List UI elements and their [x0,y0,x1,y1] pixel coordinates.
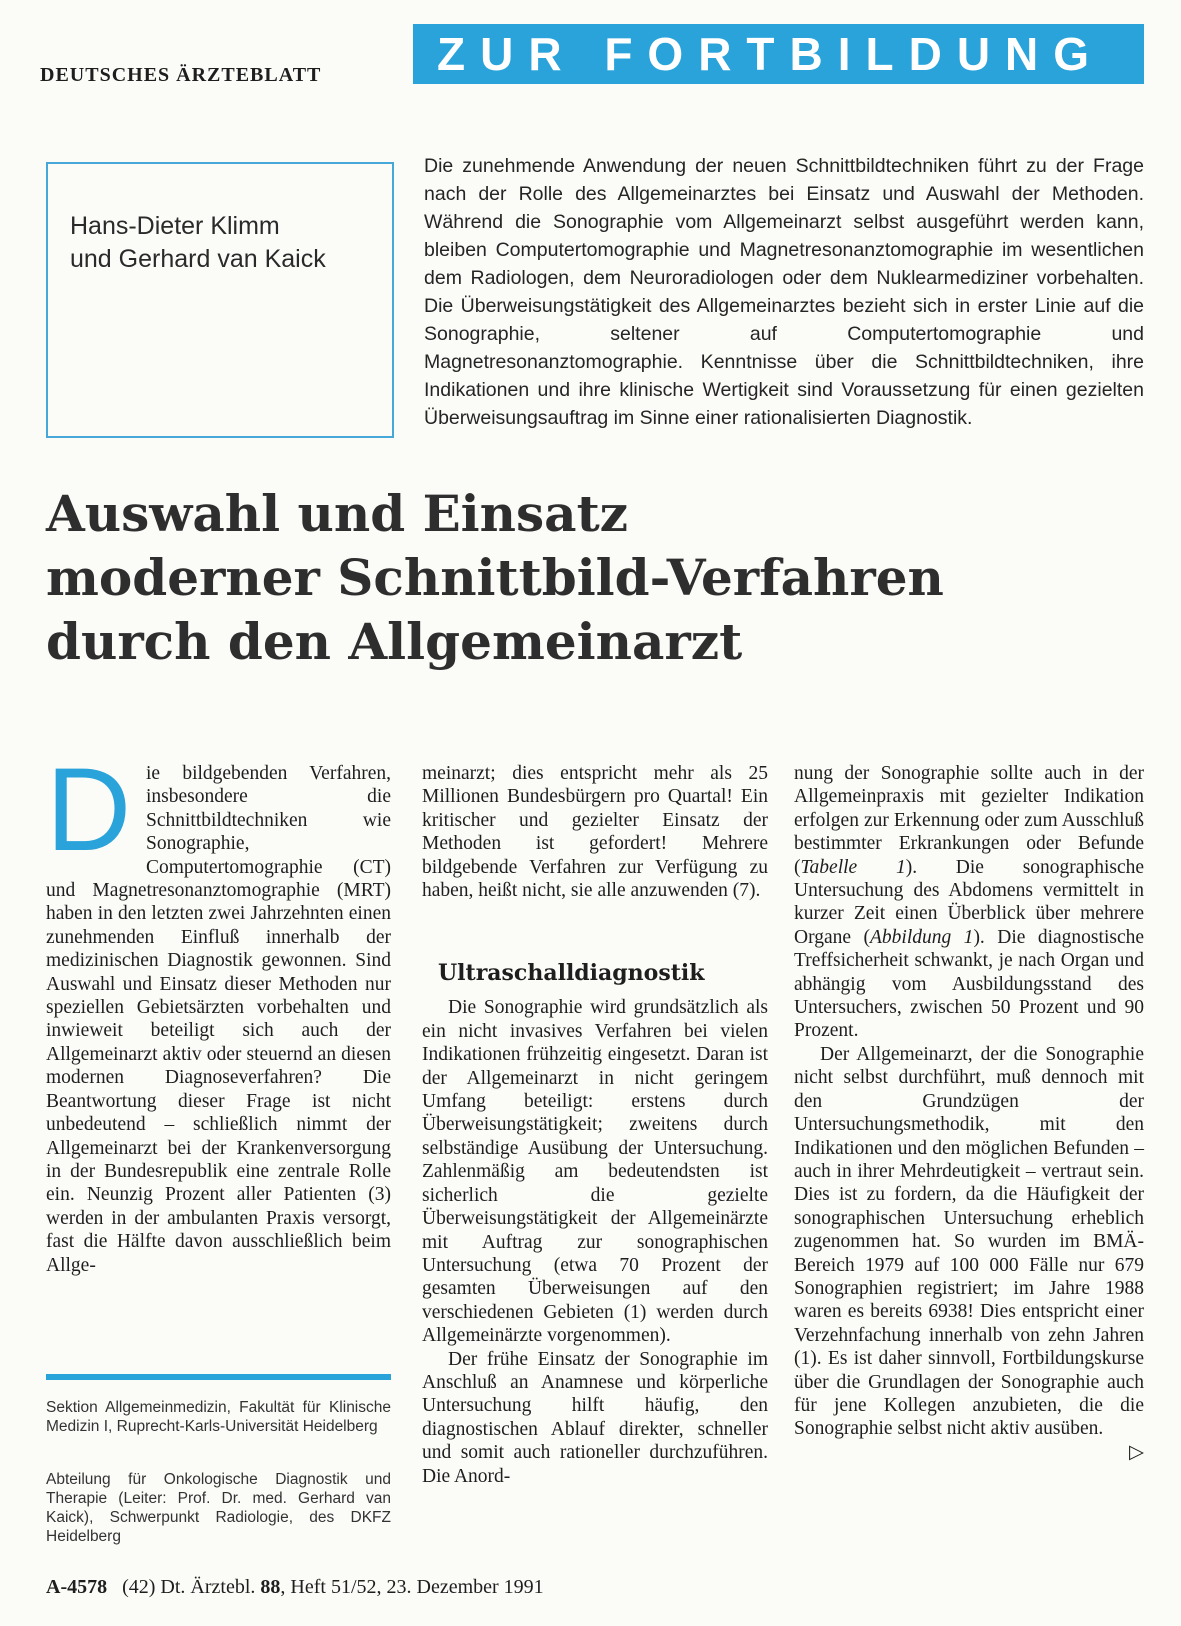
paragraph: ie bildgebenden Verfahren, insbesondere die Schnittbildtechniken wie Sonographie, Computertomographie (CT) und Magnetresonanztomographie (MRT) haben in den letzten zwei Jahrzehnten einen zunehmenden Einfluß innerhalb der medizinischen Diagnostik gewonnen. Sind Auswahl und Einsatz dieser Methoden nur speziellen Gebietsärzten vorbehalten und inwieweit beteiligt sich auch der Allgemeinarzt aktiv oder steuernd an diesen modernen Diagnoseverfahren? Die Beantwortung dieser Frage ist nicht unbedeutend – schließlich nimmt der Allgemeinarzt bei der Krankenversorgung in der Bundesrepublik eine zentrale Rolle ein. Neunzig Prozent aller Patienten (3) werden in der ambulanten Praxis versorgt, fast die Hälfte davon ausschließlich beim Allge- [46,763,391,1276]
title-line: moderner Schnittbild-Verfahren [46,548,944,607]
paragraph-text: ). Die sonographische Untersuchung des Abdomens vermittelt in kurzer Zeit einen Überblick über mehrere Organe ( [794,856,1145,948]
affiliation: Abteilung für Onkologische Diagnostik und Therapie (Leiter: Prof. Dr. med. Gerhard van Kaick), Schwerpunkt Radiologie, des DKFZ Heidelberg [46,1471,391,1545]
paragraph: Der frühe Einsatz der Sonographie im Anschluß an Anamnese und körperliche Untersuchung hilft häufig, den diagnostischen Ablauf direkter, schneller und somit auch rationeller durchzuführen. Die Anord- [422,1348,768,1487]
drop-cap: D [46,744,132,876]
journal-name: DEUTSCHES ÄRZTEBLATT [40,64,322,86]
paragraph-text: nung der Sonographie sollte auch in der Allgemeinpraxis mit gezielter Indikation erfolgen zur Erkennung oder zum Ausschluß bestimmter Erkrankungen oder Befunde ( [794,763,1144,878]
volume-number: 88 [260,1576,281,1598]
paragraph [794,1043,1144,1463]
figure-reference: Abbildung 1 [869,926,974,948]
paragraph [794,762,1144,1043]
author-line: Hans-Dieter Klimm [70,212,280,240]
body-column-2 [422,762,768,1488]
citation-issue: , Heft 51/52, 23. Dezember 1991 [280,1576,544,1598]
section-heading: Ultraschalldiagnostik [438,960,705,987]
page-code: A-4578 [46,1576,108,1598]
author-line: und Gerhard van Kaick [70,245,326,273]
body-column-3 [794,762,1144,1464]
continue-arrow-icon: ▷ [1129,1441,1144,1463]
title-line: Auswahl und Einsatz [46,484,629,543]
footnote-rule [46,1374,391,1380]
abstract: Die zunehmende Anwendung der neuen Schnittbildtechniken führt zu der Frage nach der Rolle des Allgemeinarztes bei Einsatz und Auswahl der Methoden. Während die Sonographie vom Allgemeinarzt selbst ausgeführt werden kann, bleiben Computertomographie und Magnetresonanztomographie im wesentlichen dem Radiologen, dem Neuroradiologen oder dem Nuklearmediziner vorbehalten. Die Überweisungstätigkeit des Allgemeinarztes bezieht sich in erster Linie auf die Sonographie, seltener auf Computertomographie und Magnetresonanztomographie. Kenntnisse über die Schnittbildtechniken, ihre Indikationen und ihre klinische Wertigkeit sind Voraussetzung für einen gezielten Überweisungsauftrag im Sinne einer rationalisierten Diagnostik. [424,155,1144,429]
body-column-1 [46,744,391,1277]
section-banner: ZUR FORTBILDUNG [413,24,1144,84]
article-title [46,482,1156,674]
author-box [46,162,394,438]
affiliation: Sektion Allgemeinmedizin, Fakultät für Klinische Medizin I, Ruprecht-Karls-Universität Heidelberg [46,1399,391,1435]
citation: (42) Dt. Ärztebl. [122,1576,256,1598]
paragraph: Die Sonographie wird grundsätzlich als ein nicht invasives Verfahren bei vielen Indikationen frühzeitig eingesetzt. Daran ist der Allgemeinarzt in nicht geringem Umfang beteiligt: erstens durch Überweisungstätigkeit; zweitens durch selbständige Ausübung der Untersuchung. Zahlenmäßig am bedeutendsten ist sicherlich die gezielte Überweisungstätigkeit der Allgemeinärzte mit Auftrag zur sonographischen Untersuchung (etwa 70 Prozent der gesamten Überweisungen auf den verschiedenen Gebieten (1) werden durch Allgemeinärzte vorgenommen). [422,997,768,1347]
title-line: durch den Allgemeinarzt [46,612,743,671]
paragraph-text: ). Die diagnostische Treffsicherheit schwankt, je nach Organ und abhängig vom Ausbildungsstand des Untersuchers, zwischen 50 Prozent und 90 Prozent. [794,926,1145,1042]
paragraph-text: Der Allgemeinarzt, der die Sonographie nicht selbst durchführt, muß dennoch mit den Grundzügen der Untersuchungsmethodik, mit den Indikationen und den möglichen Befunden – auch in ihrer Mehrdeutigkeit – vertraut sein. Dies ist zu fordern, da die Häufigkeit der sonographischen Untersuchung erheblich zugenommen hat. So wurden im BMÄ-Bereich 1979 auf 100 000 Fälle nur 679 Sonographien registriert; im Jahre 1988 waren es bereits 6938! Dies entspricht einer Verzehnfachung innerhalb von zehn Jahren (1). Es ist daher sinnvoll, Fortbildungskurse über die Grundlagen der Sonographie auch für jene Kollegen anzubieten, die die Sonographie selbst nicht aktiv ausüben. [794,1043,1144,1440]
table-reference: Tabelle 1 [800,856,906,878]
paragraph: meinarzt; dies entspricht mehr als 25 Millionen Bundesbürgern pro Quartal! Ein kritischer und gezielter Einsatz der Methoden ist gefordert! Mehrere bildgebende Verfahren zur Verfügung zu haben, heißt nicht, sie alle anzuwenden (7). [422,763,768,902]
page-footer [46,1576,544,1599]
